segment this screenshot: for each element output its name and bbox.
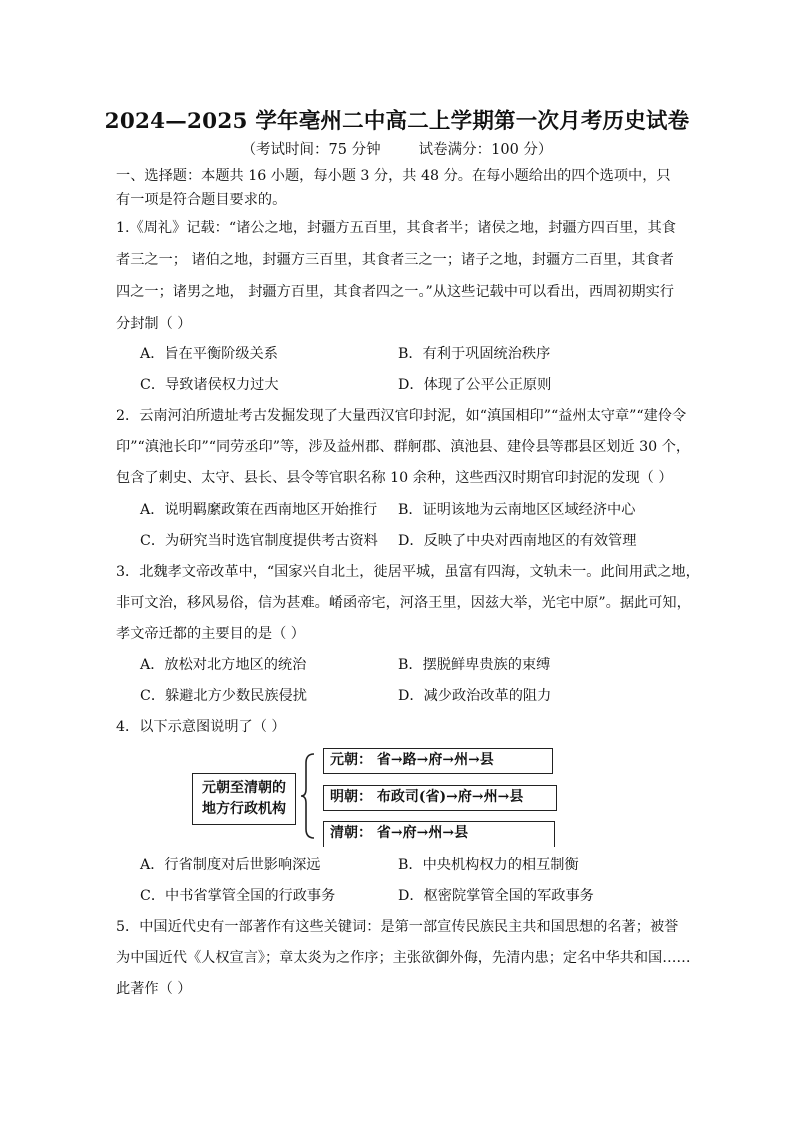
q2-option-b[interactable]: B．证明该地为云南地区区域经济中心 <box>398 502 636 518</box>
q4-option-a[interactable]: A．行省制度对后世影响深远 <box>140 857 321 873</box>
q1-option-b[interactable]: B．有利于巩固统治秩序 <box>398 346 551 362</box>
question-3-text: 非可文治，移风易俗，信为甚难。崤函帝宅，河洛王里，因兹大举，光宅中原”。据此可知， <box>116 595 691 611</box>
question-1-text: 分封制（ ） <box>116 316 192 332</box>
question-2-text: 包含了刺史、太守、县长、县令等官职名称 10 余种，这些西汉时期官印封泥的发现（ ） <box>116 470 673 486</box>
question-2-text: 印”“滇池长印”“同劳丞印”等，涉及益州郡、群舸郡、滇池县、建伶县等郡县区划近 30 个， <box>116 439 691 455</box>
question-3-text: 孝文帝迁都的主要目的是（ ） <box>116 626 305 642</box>
q3-option-c[interactable]: C．躲避北方少数民族侵扰 <box>140 688 307 704</box>
q4-option-d[interactable]: D．枢密院掌管全国的军政事务 <box>398 888 594 904</box>
question-4-text: 4．以下示意图说明了（ ） <box>116 719 286 735</box>
question-1-text: 1.《周礼》记载：“诸公之地，封疆方五百里，其食者半；诸侯之地，封疆方四百里，其食 <box>116 220 676 236</box>
q3-option-b[interactable]: B．摆脱鲜卑贵族的束缚 <box>398 657 551 673</box>
section-intro-line: 有一项是符合题目要求的。 <box>116 192 287 208</box>
q1-option-d[interactable]: D．体现了公平公正原则 <box>398 377 552 393</box>
diagram-yuan-box: 元朝： 省→路→府→州→县 <box>323 748 553 774</box>
question-2-text: 2．云南河泊所遗址考古发掘发现了大量西汉官印封泥，如“滇国相印”“益州太守章”“建伶令 <box>116 408 687 424</box>
question-5-text: 为中国近代《人权宣言》；章太炎为之作序；主张欲御外侮，先清内患；定名中华共和国…… <box>116 950 691 966</box>
question-3-text: 3．北魏孝文帝改革中，“国家兴自北土，徙居平城，虽富有四海，文轨未一。此间用武之地， <box>116 564 700 580</box>
q3-option-d[interactable]: D．减少政治改革的阻力 <box>398 688 552 704</box>
question-5-text: 5．中国近代史有一部著作有这些关键词：是第一部宣传民族民主共和国思想的名著；被誉 <box>116 919 679 935</box>
question-1-text: 四之一；诸男之地， 封疆方百里，其食者四之一。”从这些记载中可以看出，西周初期实行 <box>116 284 674 300</box>
admin-structure-diagram <box>190 745 570 847</box>
q1-option-a[interactable]: A．旨在平衡阶级关系 <box>140 346 278 362</box>
diagram-left-box <box>192 773 296 825</box>
exam-info <box>0 138 794 159</box>
exam-time: （考试时间：75 分钟 <box>241 142 381 158</box>
diagram-qing-box: 清朝： 省→府→州→县 <box>323 821 555 847</box>
exam-score: 试卷满分：100 分） <box>418 142 553 158</box>
section-intro-line: 一、选择题：本题共 16 小题，每小题 3 分，共 48 分。在每小题给出的四个选项中，只 <box>116 168 671 184</box>
diagram-left-label: 地方行政机构 <box>202 801 286 817</box>
q3-option-a[interactable]: A．放松对北方地区的统治 <box>140 657 307 673</box>
question-1-text: 者三之一； 诸伯之地，封疆方三百里，其食者三之一；诸子之地，封疆方二百里，其食者 <box>116 252 674 268</box>
diagram-brace <box>300 753 316 839</box>
q4-option-b[interactable]: B．中央机构权力的相互制衡 <box>398 857 579 873</box>
q2-option-a[interactable]: A．说明羁縻政策在西南地区开始推行 <box>140 502 378 518</box>
diagram-ming-box: 明朝： 布政司(省)→府→州→县 <box>323 785 557 811</box>
diagram-left-label: 元朝至清朝的 <box>202 780 286 796</box>
page-title: 2024—2025 学年亳州二中高二上学期第一次月考历史试卷 <box>104 109 690 134</box>
q1-option-c[interactable]: C．导致诸侯权力过大 <box>140 377 279 393</box>
q2-option-c[interactable]: C．为研究当时选官制度提供考古资料 <box>140 533 378 549</box>
question-5-text: 此著作（ ） <box>116 981 192 997</box>
q4-option-c[interactable]: C．中书省掌管全国的行政事务 <box>140 888 336 904</box>
q2-option-d[interactable]: D．反映了中央对西南地区的有效管理 <box>398 533 637 549</box>
